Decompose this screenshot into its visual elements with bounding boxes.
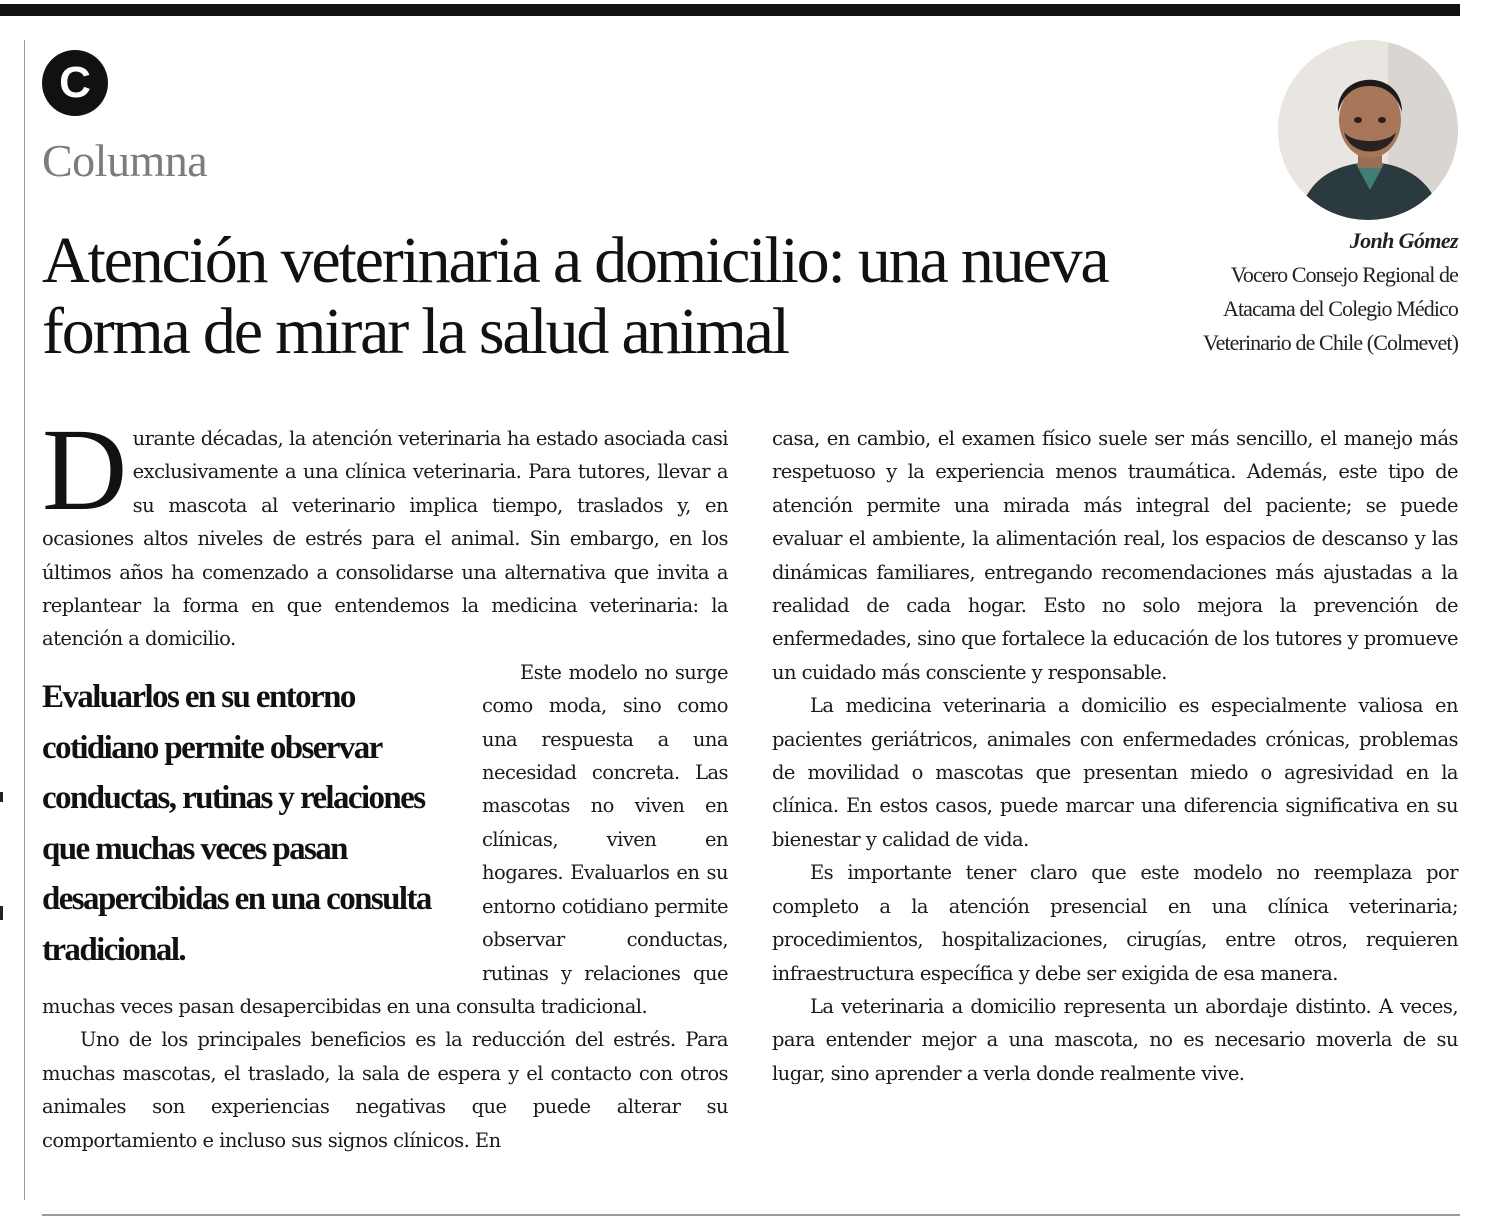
section-label: Columna (42, 135, 208, 186)
drop-cap: D (42, 404, 127, 535)
column-divider-rule (24, 40, 25, 1200)
bottom-rule (42, 1214, 1460, 1216)
body-paragraph (42, 404, 728, 656)
body-paragraph: La veterinaria a domicilio representa un abordaje distinto. A veces, para entender mejor a una mascota, no es necesario moverla de su lugar, sino aprender a verla donde realmente vive. (772, 994, 1458, 1085)
body-paragraph: Es importante tener claro que este modelo no reemplaza por completo a la atención presencial en una clínica veterinaria; procedimientos, hospitalizaciones, cirugías, entre otros, requieren infraestructura específica y debe ser exigida de esa manera. (772, 861, 1458, 985)
pull-quote: Evaluarlos en su entorno cotidiano permite observar conductas, rutinas y relaciones que muchas veces pasan desapercibidas en una consulta tradicional. (42, 679, 431, 968)
top-rule (0, 4, 1460, 16)
author-role-line: Vocero Consejo Regional de (1230, 262, 1458, 287)
article-headline: Atención veterinaria a domicilio: una nueva forma de mirar la salud animal (42, 224, 1108, 368)
author-role-line: Atacama del Colegio Médico (1222, 296, 1458, 321)
author-name: Jonh Gómez (1349, 228, 1458, 253)
article-column-right (772, 422, 1458, 1090)
author-role-line: Veterinario de Chile (Colmevet) (1203, 330, 1458, 355)
body-paragraph: casa, en cambio, el examen físico suele ser más sencillo, el manejo más respetuoso y la experiencia menos traumática. Además, este tipo de atención permite una mirada más integral del paciente; se puede evaluar el ambiente, la alimentación real, los espacios de descanso y las dinámicas familiares, entregando recomendaciones más ajustadas a la realidad de cada hogar. Esto no solo mejora la prevención de enfermedades, sino que fortalece la educación de los tutores y promueve un cuidado más consciente y responsable. (772, 427, 1458, 684)
author-photo (1278, 40, 1458, 220)
margin-mark (0, 792, 3, 802)
body-paragraph: Este modelo no surge como moda, sino como una respuesta a una necesidad concreta. Las mascotas no viven en clínicas, viven en hogares. Evaluarlos en su entorno cotidiano permite observar conductas, rutinas y relaciones que muchas veces pasan desapercibidas en una consulta tradicional. (42, 660, 728, 1018)
column-badge: C (42, 50, 108, 116)
article-column-left (42, 404, 728, 1157)
body-paragraph-text: urante décadas, la atención veterinaria ha estado asociada casi exclusivamente a una clínica veterinaria. Para tutores, llevar a su mascota al veterinario implica tiempo, traslados y, en ocasiones altos niveles de estrés para el animal. Sin embargo, en los últimos años ha comenzado a consolidarse una alternativa que invita a replantear la forma en que entendemos la medicina veterinaria: la atención a domicilio. (42, 427, 728, 651)
author-byline (1110, 224, 1458, 360)
body-paragraph: Uno de los principales beneficios es la reducción del estrés. Para muchas mascotas, el traslado, la sala de espera y el contacto con otros animales son experiencias negativas que puede alterar su comportamiento e incluso sus signos clínicos. En (42, 1028, 728, 1152)
body-paragraph: La medicina veterinaria a domicilio es especialmente valiosa en pacientes geriátricos, animales con enfermedades crónicas, problemas de movilidad o mascotas que presentan miedo o agresividad en la clínica. En estos casos, puede marcar una diferencia significativa en su bienestar y calidad de vida. (772, 694, 1458, 851)
margin-mark (0, 906, 3, 920)
